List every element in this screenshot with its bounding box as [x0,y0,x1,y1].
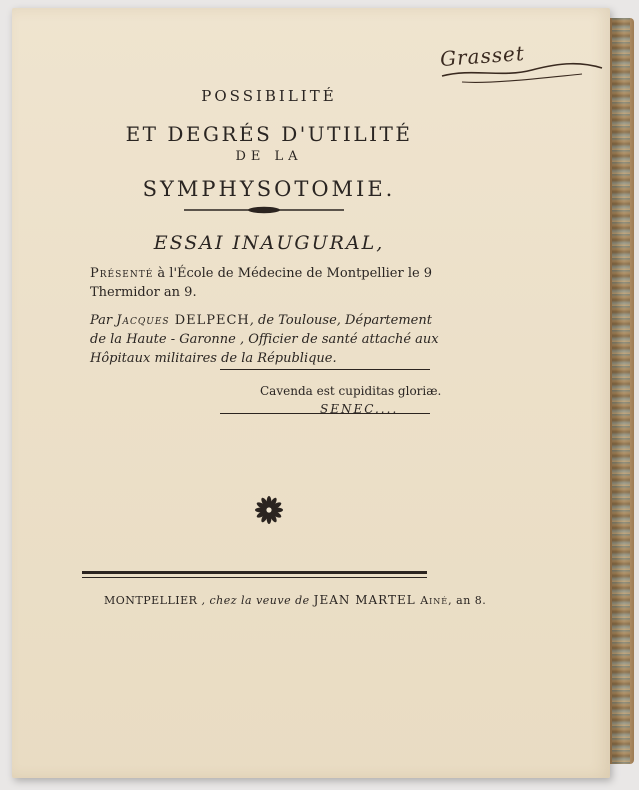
rule-below-epigraph [220,413,430,414]
presented-rest: à l'École de Médecine de Montpellier le 9 [153,266,433,281]
presented-line-1 [90,264,432,284]
epigraph-quote: Cavenda est cupiditas gloriæ. [260,384,442,398]
title-line-1: POSSIBILITÉ [201,87,337,105]
marbled-edge [612,18,630,764]
author-par: Par [90,313,117,328]
rule-above-imprint-thick [82,571,427,574]
title-line-3: DE LA [235,149,303,164]
imprint-city: MONTPELLIER [104,594,198,607]
signature: Grasset [439,41,526,71]
presented-lead: Présenté [90,266,154,281]
author-line-3: Hôpitaux militaires de la République. [90,351,337,366]
imprint-printer: JEAN MARTEL [313,593,416,607]
subtitle: ESSAI INAUGURAL, [153,232,385,254]
printers-flower-icon [254,495,284,525]
author-line-1 [90,311,432,331]
title-line-4: SYMPHYSOTOMIE. [142,177,396,201]
presented-line-2: Thermidor an 9. [90,285,197,300]
imprint-mid: , chez la veuve de [197,594,314,607]
author-surname: DELPECH [169,313,250,328]
title-page [12,8,610,778]
author-rest: , de Toulouse, Département [249,313,432,328]
imprint-aine: Ainé [415,594,449,607]
imprint-line [104,593,486,607]
ornamental-rule-icon [184,205,344,215]
rule-above-imprint-thin [82,577,427,578]
title-line-2: ET DEGRÉS D'UTILITÉ [125,122,413,146]
imprint-year: , an 8. [448,594,487,607]
rule-above-epigraph [220,369,430,370]
author-first-name: Jacques [116,313,170,328]
author-line-2: de la Haute - Garonne , Officier de santé attaché aux [90,332,439,347]
epigraph-source: SENEC.... [320,402,399,416]
